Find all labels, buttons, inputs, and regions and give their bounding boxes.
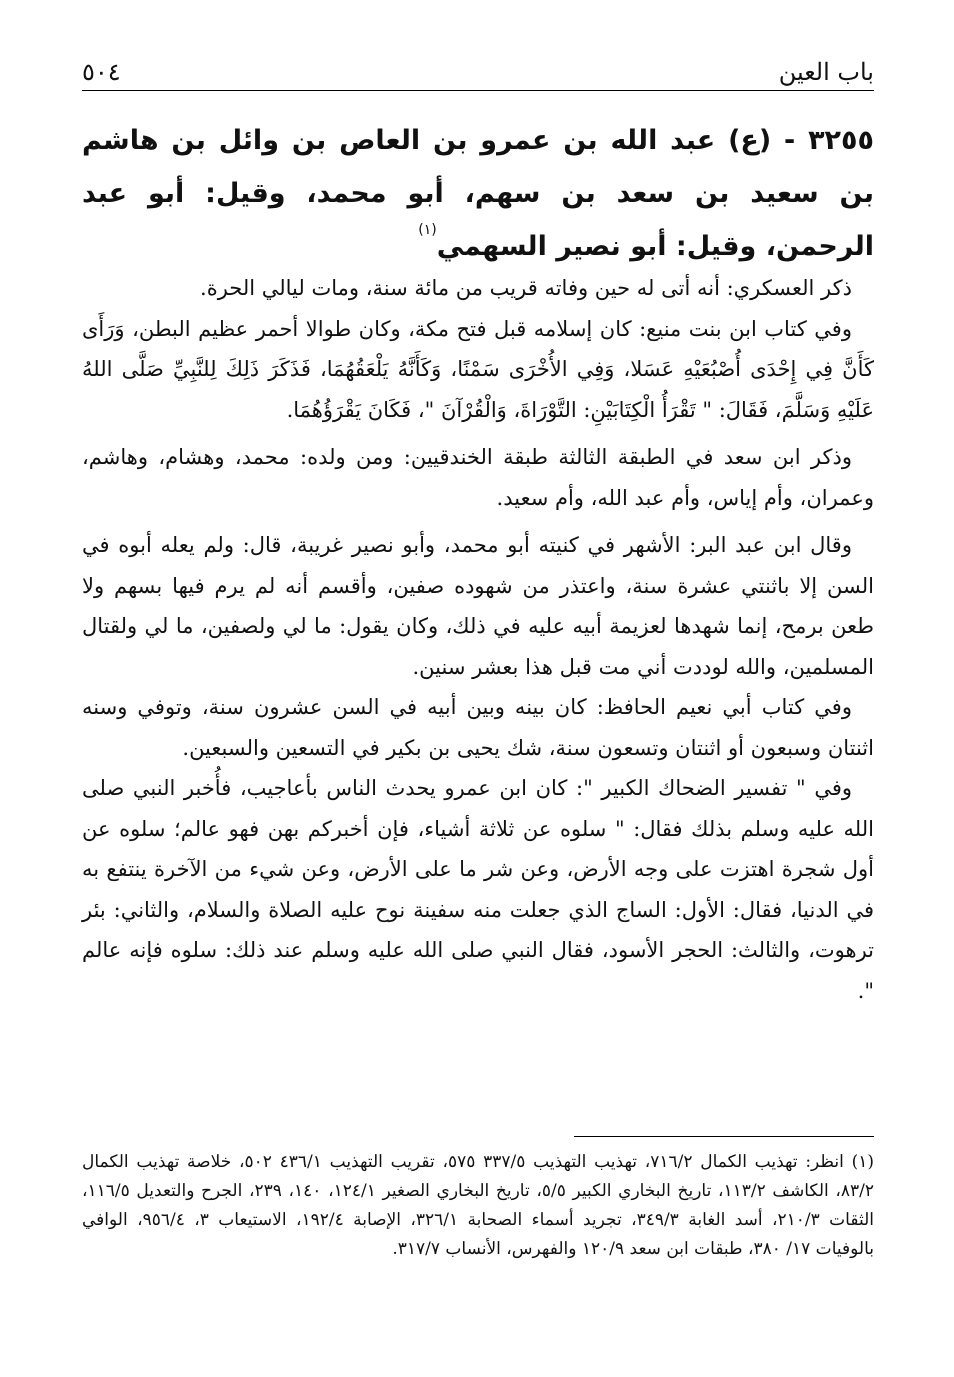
footnote xyxy=(82,1148,874,1264)
paragraph: وقال ابن عبد البر: الأشهر في كنيته أبو محمد، وأبو نصير غريبة، قال: ولم يعله أبوه في السن إلا باثنتي عشرة سنة، واعتذر من شهوده صفين، وأقسم أنه لم يرم فيها بسهم ولا طعن برمح، إنما شهدها لعزيمة أبيه عليه في ذلك، وكان يقول: ما لي ولصفين، ما لي ولقتال المسلمين، والله لوددت أني مت قبل هذا بعشر سنين. xyxy=(82,533,875,679)
paragraph: وفي " تفسير الضحاك الكبير ": كان ابن عمرو يحدث الناس بأعاجيب، فأُخبر النبي صلى الله عليه وسلم بذلك فقال: " سلوه عن ثلاثة أشياء، فإن أخبركم بهن فهو عالم؛ سلوه عن أول شجرة اهتزت على وجه الأرض، وعن شر ما على الأرض، وعن شيء من الآخرة ينتفع به في الدنيا، فقال: الأول: الساج الذي جعلت منه سفينة نوح عليه الصلاة والسلام، والثاني: بئر ترهوت، والثالث: الحجر الأسود، فقال النبي صلى الله عليه وسلم عند ذلك: سلوه فإنه عالم ". xyxy=(82,776,874,1003)
section-title: باب العين xyxy=(778,58,874,86)
page-number: ٥٠٤ xyxy=(82,58,121,86)
paragraph: وفي كتاب ابن بنت منيع: كان إسلامه قبل فتح مكة، وكان طوالا أحمر عظيم البطن، وَرَأَى كَأَنَّ فِي إِحْدَى أُصْبُعَيْهِ عَسَلا، وَفِي الأُخْرَى سَمْنًا، وَكَأَنَّهُ يَلْعَقُهُمَا، فَذَكَرَ ذَلِكَ لِلنَّبِيِّ صَلَّى اللهُ عَلَيْهِ وَسَلَّمَ، فَقَالَ: " تَقْرَأُ الْكِتَابَيْنِ: التَّوْرَاةَ، وَالْقُرْآنَ "، فَكَانَ يَقْرَؤُهُمَا. xyxy=(82,316,874,422)
entry-body xyxy=(82,268,874,1018)
paragraph: ذكر العسكري: أنه أتى له حين وفاته قريب من مائة سنة، ومات ليالي الحرة. xyxy=(200,276,852,300)
footnote-reference: (١) xyxy=(418,222,437,238)
paragraph: وذكر ابن سعد في الطبقة الثالثة طبقة الخندقيين: ومن ولده: محمد، وهشام، وهاشم، وعمران، وأم إياس، وأم عبد الله، وأم سعيد. xyxy=(82,445,874,510)
footnote-separator xyxy=(574,1136,874,1137)
running-header xyxy=(82,50,874,91)
entry-heading-text: ٣٢٥٥ - (ع) عبد الله بن عمرو بن العاص بن وائل بن هاشم بن سعيد بن سعد بن سهم، أبو محمد، وقيل: أبو عبد الرحمن، وقيل: أبو نصير السهمي xyxy=(82,125,874,262)
entry-heading xyxy=(82,114,874,273)
paragraph: وفي كتاب أبي نعيم الحافظ: كان بينه وبين أبيه في السن عشرون سنة، وتوفي وسنه اثنتان وسبعون أو اثنتان وتسعون سنة، شك يحيى بن بكير في التسعين والسبعين. xyxy=(82,695,874,760)
footnote-text: (١) انظر: تهذيب الكمال ٧١٦/٢، تهذيب التهذيب ٣٣٧/٥ ٥٧٥، تقريب التهذيب ٤٣٦/١ ٥٠٢، خلاصة تهذيب الكمال ٨٣/٢، الكاشف ١١٣/٢، تاريخ البخاري الكبير ٥/٥، تاريخ البخاري الصغير ١٢٤/١، ١٤٠، ٢٣٩، الجرح والتعديل ١١٦/٥، الثقات ٢١٠/٣، أسد الغابة ٣٤٩/٣، تجريد أسماء الصحابة ٣٢٦/١، الإصابة ١٩٢/٤، الاستيعاب ٣، ٩٥٦/٤، الوافي بالوفيات ١٧/ ٣٨٠، طبقات ابن سعد ١٢٠/٩ والفهرس، الأنساب ٣١٧/٧. xyxy=(82,1152,875,1259)
